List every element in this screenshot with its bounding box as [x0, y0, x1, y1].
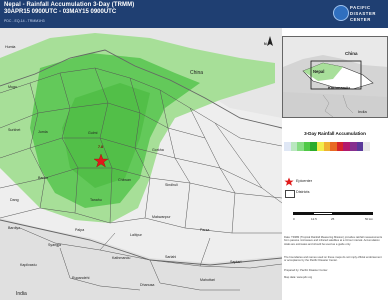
label-china: China	[190, 70, 204, 76]
rainfall-colorbar	[284, 142, 370, 151]
label-mugu: Mugu	[8, 85, 17, 89]
label-bardiya: Bardiya	[8, 226, 21, 230]
inset-india: India	[358, 109, 367, 114]
label-jumla: Jumla	[38, 130, 48, 134]
label-sindhuli: Sindhuli	[165, 183, 178, 187]
map-data-source[interactable]: Map data: www.pdc.org	[284, 276, 313, 279]
inset-kathmandu: Kathmandu	[328, 85, 350, 90]
colorbar-swatch	[291, 142, 298, 151]
inset-china: China	[345, 51, 358, 56]
pdc-logo: PACIFIC DISASTER CENTER	[333, 3, 385, 25]
disclaimer-boundaries: The boundaries and names used on these maps do not imply official endorsement or acceptance by the Pacific Disaster Center.	[284, 256, 382, 263]
colorbar-swatch	[357, 142, 364, 151]
legend-districts: Districts	[296, 190, 310, 194]
globe-icon	[333, 5, 349, 21]
label-saptari: Saptari	[230, 260, 242, 264]
label-kapilvastu: Kapilvastu	[20, 263, 37, 267]
map-title: Nepal - Rainfall Accumulation 3-Day (TRMM)	[4, 2, 135, 8]
colorbar-swatch	[284, 142, 291, 151]
label-sarlahi: Sarlahi	[165, 255, 177, 259]
disclaimer-data: Data: TRMM (Tropical Rainfall Measuring Mission) provides rainfall measurements from passive microwave and infrared satellites at a 3-hour interval. Accumulation totals are estimates and should be used as a guide only.	[284, 236, 383, 246]
label-kathmandu: Kathmandu	[112, 256, 131, 260]
label-makwanpur: Makwanpur	[152, 215, 171, 219]
label-dhanusa: Dhanusa	[140, 283, 155, 287]
colorbar-swatch	[350, 142, 357, 151]
legend-panel	[282, 118, 388, 300]
district-legend-icon	[285, 190, 295, 198]
inset-map	[282, 36, 388, 118]
label-gulmi: Gulmi	[88, 131, 98, 135]
label-tanahu: Tanahu	[90, 198, 102, 202]
north-label: N	[264, 42, 267, 46]
label-syangja: Syangja	[48, 243, 61, 247]
map-subtitle: 30APR15 0900UTC - 03MAY15 0900UTC	[4, 9, 117, 15]
label-rupandehi: Rupandehi	[72, 276, 90, 280]
label-palpa: Palpa	[75, 228, 85, 232]
colorbar-swatch	[363, 142, 370, 151]
label-gorkha: Gorkha	[152, 148, 164, 152]
title-bar	[0, 0, 388, 28]
label-parsa: Parsa	[200, 228, 210, 232]
scale-bar: 0 12.5 25 50 km	[293, 212, 375, 224]
legend-title: 3-Day Rainfall Accumulation	[304, 131, 366, 136]
label-lalitpur: Lalitpur	[130, 233, 142, 237]
label-banke: Banke	[38, 176, 49, 180]
main-map[interactable]	[0, 28, 282, 300]
epicenter-value: 7.8	[98, 145, 103, 149]
colorbar-swatch	[317, 142, 324, 151]
label-humla: Humla	[5, 45, 16, 49]
map-note: PDC - EQ-14 - TRMM1H3	[4, 19, 45, 23]
colorbar-swatch	[310, 142, 317, 151]
label-mahottari: Mahottari	[200, 278, 215, 282]
inset-nepal-label: Nepal	[313, 69, 325, 74]
colorbar-swatch	[297, 142, 304, 151]
label-dang: Dang	[10, 198, 19, 202]
label-india: India	[16, 291, 27, 297]
colorbar-swatch	[330, 142, 337, 151]
legend-epicenter: Epicenter	[296, 179, 313, 183]
prepared-by: Prepared by: Pacific Disaster Center	[284, 269, 328, 272]
colorbar-swatch	[337, 142, 344, 151]
colorbar-swatch	[324, 142, 331, 151]
label-chitwan: Chitwan	[118, 178, 131, 182]
label-surkhet: Surkhet	[8, 128, 21, 132]
epicenter-legend-icon	[284, 177, 294, 187]
colorbar-swatch	[304, 142, 311, 151]
colorbar-swatch	[343, 142, 350, 151]
